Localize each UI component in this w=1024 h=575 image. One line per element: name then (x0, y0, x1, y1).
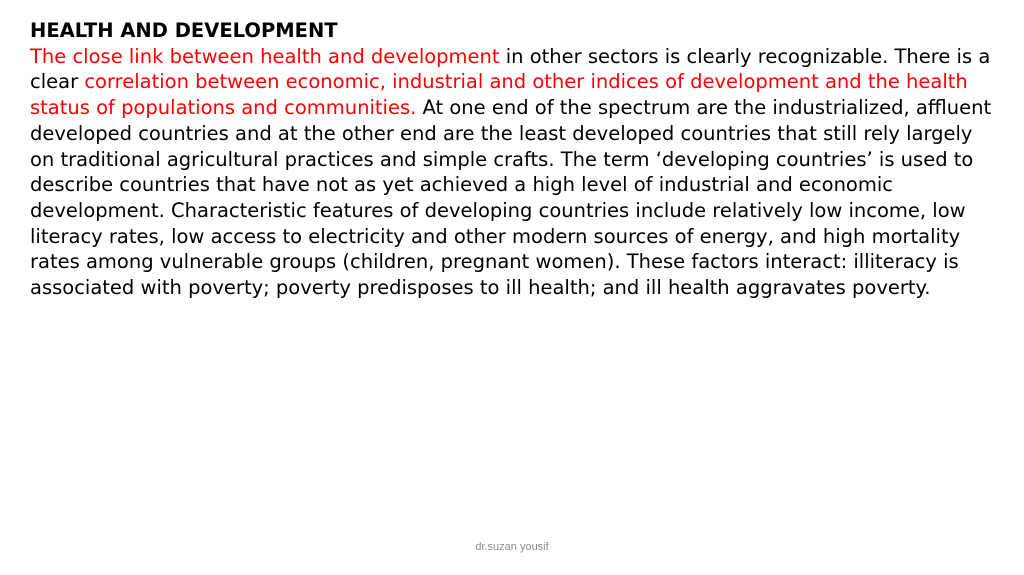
footer-author: dr.suzan yousif (475, 541, 549, 553)
highlight-text-1: The close link between health and development (30, 44, 500, 68)
highlight-text-2: correlation between economic, industrial and other indices of development and the health status of populations and communities. (30, 70, 968, 120)
body-text-2: At one end of the spectrum are the industrialized, affluent developed countries and at the other end are the least developed countries that still rely largely on traditional agricultural practices and simple crafts. The term ‘developing countries’ is used to describe countries that have not as yet achieved a high level of industrial and economic development. Characteristic features of developing countries include relatively low income, low literacy rates, low access to electricity and other modern sources of energy, and high mortality rates among vulnerable groups (children, pregnant women). These factors interact: illiteracy is associated with poverty; poverty predisposes to ill health; and ill health aggravates poverty. (30, 96, 992, 300)
slide-title: HEALTH AND DEVELOPMENT (30, 19, 338, 42)
body-paragraph (30, 44, 998, 301)
body-text-1: in other sectors is clearly recognizable. There is a clear (30, 44, 991, 94)
slide-content (30, 18, 998, 301)
